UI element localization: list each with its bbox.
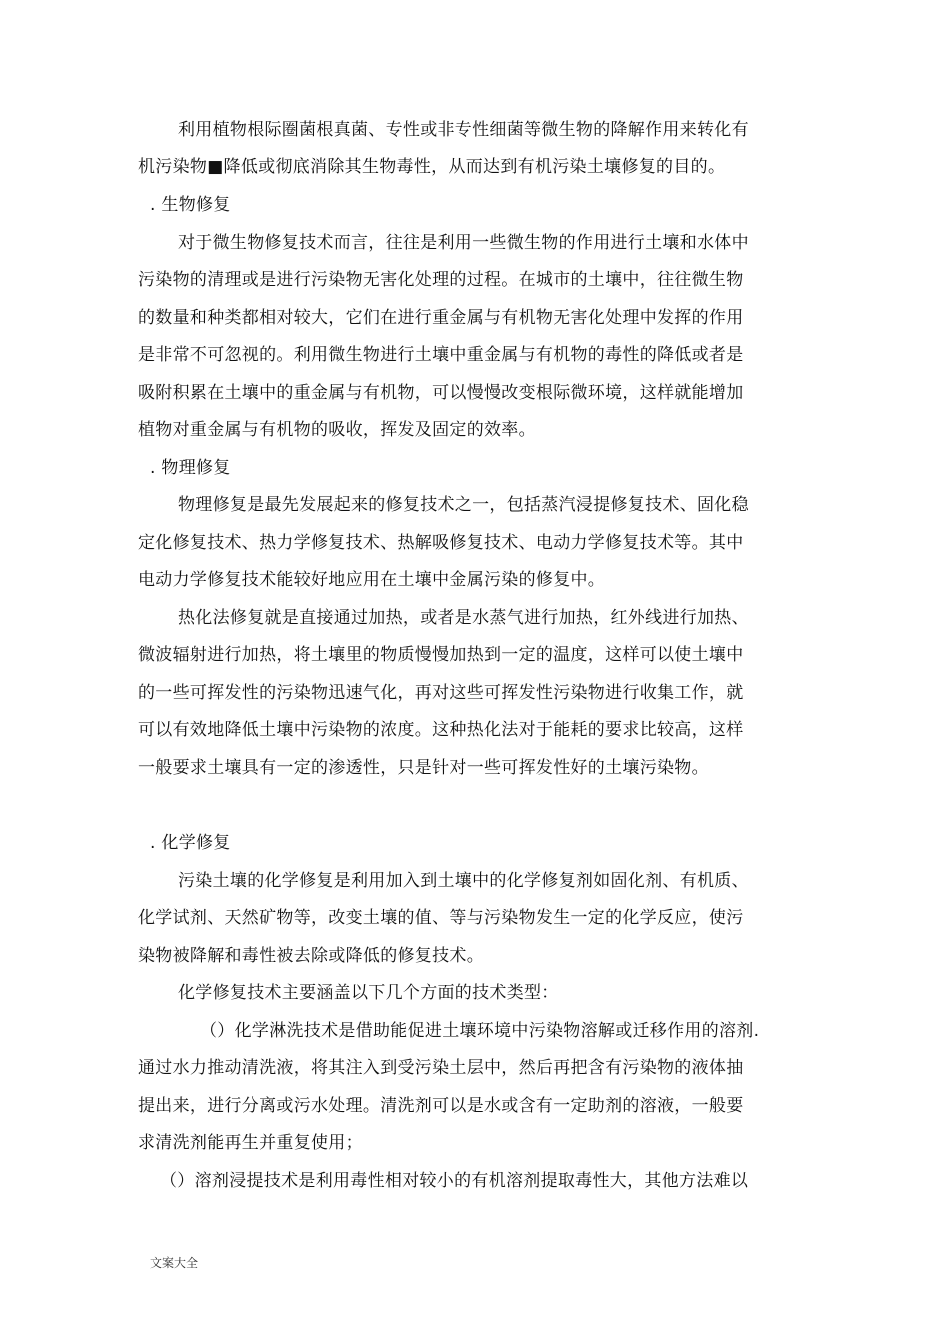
- paragraph-line: 机污染物■降低或彻底消除其生物毒性，从而达到有机污染土壤修复的目的。: [138, 157, 726, 177]
- paragraph-line: 的数量和种类都相对较大，它们在进行重金属与有机物无害化处理中发挥的作用: [138, 308, 744, 328]
- paragraph-line: 提出来，进行分离或污水处理。清洗剂可以是水或含有一定助剂的溶液，一般要: [138, 1096, 744, 1116]
- section-heading-chemical: . 化学修复: [150, 833, 231, 853]
- paragraph-line: 定化修复技术、热力学修复技术、热解吸修复技术、电动力学修复技术等。其中: [138, 533, 744, 553]
- paragraph-line: 植物对重金属与有机物的吸收，挥发及固定的效率。: [138, 420, 536, 440]
- paragraph-line: 的一些可挥发性的污染物迅速气化，再对这些可挥发性污染物进行收集工作，就: [138, 683, 744, 703]
- footer-text: 文案大全: [150, 1256, 199, 1270]
- paragraph-line: 利用植物根际圈菌根真菌、专性或非专性细菌等微生物的降解作用来转化有: [178, 120, 749, 140]
- paragraph-line: 是非常不可忽视的。利用微生物进行土壤中重金属与有机物的毒性的降低或者是: [138, 345, 744, 365]
- paragraph-line: （）化学淋洗技术是借助能促进土壤环境中污染物溶解或迁移作用的溶剂.: [200, 1021, 760, 1041]
- paragraph-line: 污染土壤的化学修复是利用加入到土壤中的化学修复剂如固化剂、有机质、: [178, 871, 749, 891]
- paragraph-line: 电动力学修复技术能较好地应用在土壤中金属污染的修复中。: [138, 570, 606, 590]
- paragraph-line: 污染物的清理或是进行污染物无害化处理的过程。在城市的土壤中，往往微生物: [138, 270, 744, 290]
- section-heading-physical: . 物理修复: [150, 458, 231, 478]
- paragraph-line: 求清洗剂能再生并重复使用；: [138, 1133, 363, 1153]
- paragraph-line: 微波辐射进行加热，将土壤里的物质慢慢加热到一定的温度，这样可以使土壤中: [138, 645, 744, 665]
- paragraph-line: 通过水力推动清洗液，将其注入到受污染土层中，然后再把含有污染物的液体抽: [138, 1058, 744, 1078]
- paragraph-line: 化学试剂、天然矿物等，改变土壤的值、等与污染物发生一定的化学反应，使污: [138, 908, 744, 928]
- paragraph-line: 可以有效地降低土壤中污染物的浓度。这种热化法对于能耗的要求比较高，这样: [138, 720, 744, 740]
- paragraph-line: （）溶剂浸提技术是利用毒性相对较小的有机溶剂提取毒性大，其他方法难以: [160, 1171, 749, 1191]
- paragraph-line: 化学修复技术主要涵盖以下几个方面的技术类型：: [178, 983, 559, 1003]
- paragraph-line: 吸附积累在土壤中的重金属与有机物，可以慢慢改变根际微环境，这样就能增加: [138, 383, 744, 403]
- paragraph-line: 一般要求土壤具有一定的渗透性，只是针对一些可挥发性好的土壤污染物。: [138, 758, 709, 778]
- paragraph-line: 物理修复是最先发展起来的修复技术之一，包括蒸汽浸提修复技术、固化稳: [178, 495, 749, 515]
- paragraph-line: 染物被降解和毒性被去除或降低的修复技术。: [138, 946, 484, 966]
- paragraph-line: 对于微生物修复技术而言，往往是利用一些微生物的作用进行土壤和水体中: [178, 233, 749, 253]
- section-heading-bio: . 生物修复: [150, 195, 231, 215]
- paragraph-line: 热化法修复就是直接通过加热，或者是水蒸气进行加热，红外线进行加热、: [178, 608, 749, 628]
